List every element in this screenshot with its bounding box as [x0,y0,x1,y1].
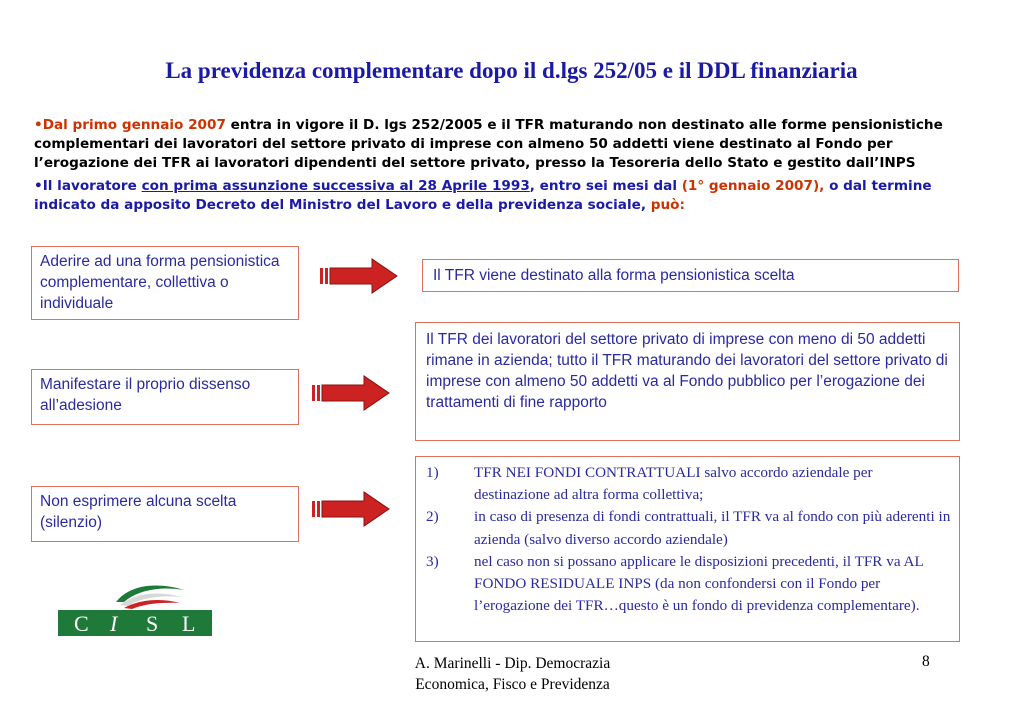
bullet-1 [34,116,984,173]
list-number: 1) [426,464,439,481]
list-item-text: nel caso non si possano applicare le disposizioni precedenti, il TFR va AL FONDO RESIDUALE INPS (da non confondersi con il Fondo per l’erogazione dei TFR…questo è un fondo di previdenza complementare). [474,552,924,615]
bullet-2-tail: o dal termine indicato da apposito Decreto del Ministro del Lavoro e della previdenza sociale, [34,178,932,213]
bullet-2-date: (1° gennaio 2007), [681,178,825,194]
bullet-2-underlined: con prima assunzione successiva al 28 Aprile 1993 [141,178,530,194]
bullet-2-lead: Il lavoratore [42,178,142,194]
footer-line-2: Economica, Fisco e Previdenza [415,676,610,693]
list-item [424,462,951,506]
footer-line-1: A. Marinelli - Dip. Democrazia [414,655,611,672]
bullet-2 [34,177,984,215]
list-item [424,551,951,618]
option-box-aderire: Aderire ad una forma pensionistica complementare, collettiva o individuale [31,246,299,320]
option-box-silenzio: Non esprimere alcuna scelta (silenzio) [31,486,299,542]
bullet-marker: • [34,178,43,194]
list-number: 2) [426,508,439,526]
right-arrow-icon [312,375,390,411]
right-arrow-icon [312,491,390,527]
option-box-dissenso: Manifestare il proprio dissenso all’adesione [31,369,299,425]
bullet-list [34,116,984,219]
list-item-text: TFR NEI FONDI CONTRATTUALI salvo accordo aziendale per destinazione ad altra forma collettiva; [474,464,873,504]
right-arrow-icon [320,258,398,294]
cisl-logo [58,580,212,636]
list-number: 3) [426,552,439,570]
logo-letter: L [182,611,196,636]
result-box-silenzio [415,456,960,642]
bullet-marker: • [34,117,43,133]
result-box-dissenso: Il TFR dei lavoratori del settore privato di imprese con meno di 50 addetti rimane in azienda; tutto il TFR maturando dei lavoratori del settore privato di imprese con almeno 50 addetti va al Fondo pubblico per l’erogazione dei trattamenti di fine rapporto [415,322,960,441]
bullet-2-mid: , entro sei mesi dal [529,178,682,194]
list-item-text: in caso di presenza di fondi contrattuali, il TFR va al fondo con più aderenti in azienda (salvo diverso accordo aziendale) [474,508,951,548]
list-item [424,506,951,550]
silenzio-list [424,462,951,617]
logo-letter: S [146,611,159,636]
slide-title: La previdenza complementare dopo il d.lgs 252/05 e il DDL finanziaria [165,58,858,83]
bullet-1-highlight: Dal primo gennaio 2007 [42,117,226,133]
logo-letter: I [110,611,118,636]
logo-letter: C [74,611,89,636]
bullet-1-text: entra in vigore il D. lgs 252/2005 e il TFR maturando non destinato alle forme pensionistiche complementari dei lavoratori del settore privato di imprese con almeno 50 addetti viene destinato al Fondo per l’erogazione dei TFR ai lavoratori dipendenti del settore privato, presso la Tesoreria dello Stato e gestito dall’INPS [34,117,943,171]
bullet-2-end: può: [650,197,685,213]
result-box-forma-scelta: Il TFR viene destinato alla forma pensionistica scelta [422,259,959,292]
footer-author [380,653,645,695]
page-number: 8 [922,653,930,670]
